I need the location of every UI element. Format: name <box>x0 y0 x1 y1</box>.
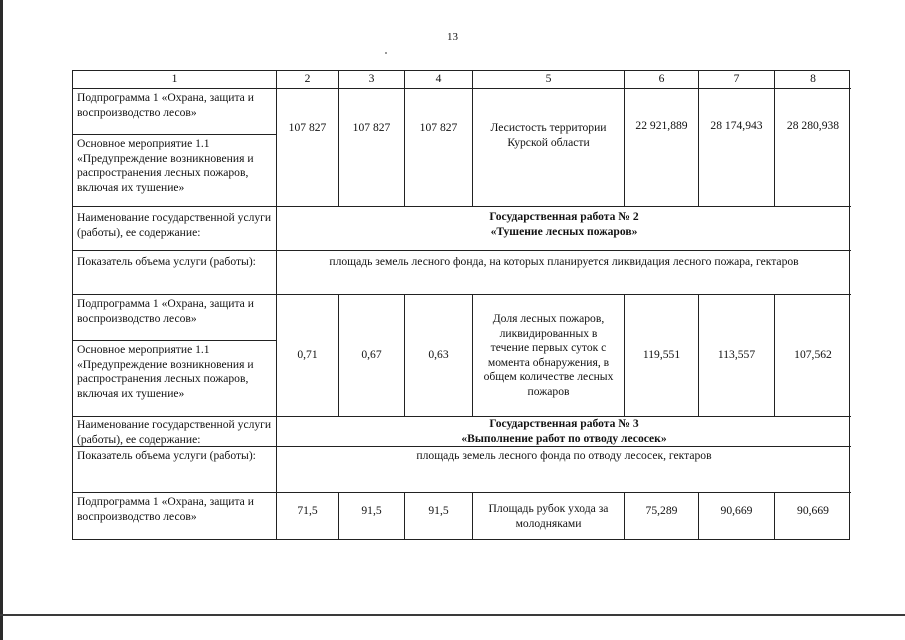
header-col-3: 3 <box>339 71 405 89</box>
block3-value-8: 90,669 <box>797 504 829 517</box>
header-col-2: 2 <box>277 71 339 89</box>
block2-subprogram: Подпрограмма 1 «Охрана, защита и воспроизводство лесов» <box>73 295 277 341</box>
scan-speck <box>385 52 387 54</box>
block2-value-8: 107,562 <box>775 295 851 417</box>
work3-title: Государственная работа № 3 <box>489 417 639 430</box>
work2-title-block <box>277 207 851 251</box>
work2-volume-label: Показатель объема услуги (работы): <box>73 251 277 295</box>
work3-name: «Выполнение работ по отводу лесосек» <box>461 431 667 445</box>
block3-value-3: 91,5 <box>339 493 405 539</box>
work2-title: Государственная работа № 2 <box>489 210 639 223</box>
work3-title-block <box>277 417 851 447</box>
block1-subprogram: Подпрограмма 1 «Охрана, защита и воспроизводство лесов» <box>73 89 277 135</box>
block3-value-7: 90,669 <box>699 493 775 539</box>
block2-event: Основное мероприятие 1.1 «Предупреждение возникновения и распространения лесных пожаров, включая их тушение» <box>73 341 277 417</box>
block2-value-3: 0,67 <box>339 295 405 417</box>
block2-value-4: 0,63 <box>405 295 473 417</box>
work3-name-label: Наименование государственной услуги (работы), ее содержание: <box>73 417 277 447</box>
scan-left-edge <box>0 0 3 640</box>
work2-name-label: Наименование государственной услуги (работы), ее содержание: <box>73 207 277 251</box>
header-col-4: 4 <box>405 71 473 89</box>
header-col-6: 6 <box>625 71 699 89</box>
block2-indicator: Доля лесных пожаров, ликвидированных в течение первых суток с момента обнаружения, в общем количестве лесных пожаров <box>473 295 625 417</box>
work2-name: «Тушение лесных пожаров» <box>490 224 638 238</box>
page-number: 13 <box>447 31 458 43</box>
block3-subprogram: Подпрограмма 1 «Охрана, защита и воспроизводство лесов» <box>73 493 277 539</box>
work3-volume-label: Показатель объема услуги (работы): <box>73 447 277 493</box>
header-col-5: 5 <box>473 71 625 89</box>
block1-value-7: 28 174,943 <box>699 89 775 207</box>
header-col-7: 7 <box>699 71 775 89</box>
header-col-8: 8 <box>775 71 851 89</box>
block3-indicator: Площадь рубок ухода за молодняками <box>473 493 625 539</box>
block2-value-2: 0,71 <box>277 295 339 417</box>
block3-value-6: 75,289 <box>625 493 699 539</box>
block1-value-8: 28 280,938 <box>775 89 851 207</box>
block2-value-6: 119,551 <box>625 295 699 417</box>
work2-volume: площадь земель лесного фонда, на которых планируется ликвидация лесного пожара, гектаров <box>277 251 851 295</box>
block1-value-6: 22 921,889 <box>625 89 699 207</box>
block3-value-2: 71,5 <box>277 493 339 539</box>
block3-value-4: 91,5 <box>405 493 473 539</box>
block1-event: Основное мероприятие 1.1 «Предупреждение возникновения и распространения лесных пожаров, включая их тушение» <box>73 135 277 207</box>
block2-value-7: 113,557 <box>699 295 775 417</box>
block1-value-2: 107 827 <box>277 89 339 207</box>
block1-value-4: 107 827 <box>405 89 473 207</box>
scan-bottom-edge <box>0 614 905 616</box>
work3-volume: площадь земель лесного фонда по отводу лесосек, гектаров <box>277 447 851 493</box>
block1-indicator: Лесистость территории Курской области <box>473 89 625 207</box>
data-table <box>72 70 850 540</box>
header-col-1: 1 <box>73 71 277 89</box>
block1-value-3: 107 827 <box>339 89 405 207</box>
